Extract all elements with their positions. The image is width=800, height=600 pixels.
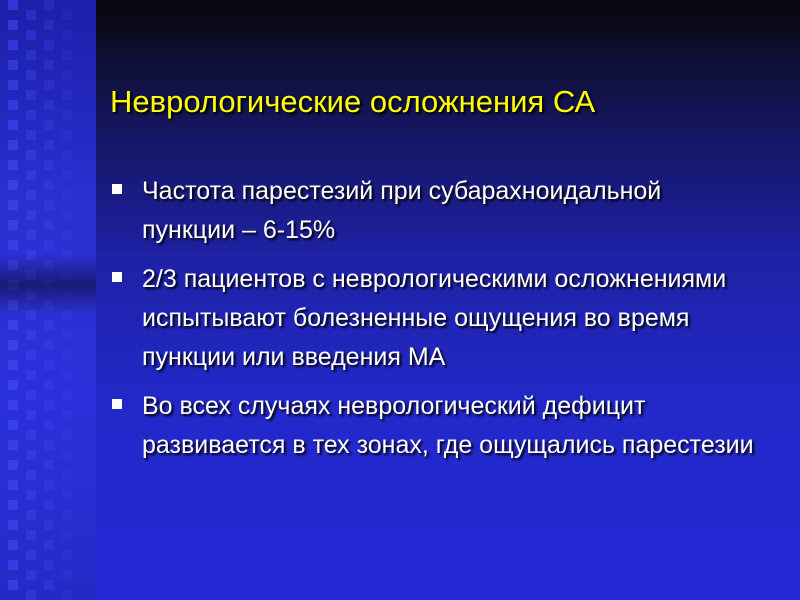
bullet-item — [112, 260, 782, 377]
bullet-item — [112, 172, 782, 250]
bullet-text — [142, 387, 782, 465]
bullet-square-icon — [112, 272, 122, 282]
bullet-square-icon — [112, 399, 122, 409]
bullet-line: пункции – 6-15% — [142, 216, 336, 244]
bullet-item — [112, 387, 782, 465]
bullet-text — [142, 172, 782, 250]
bullet-line: Во всех случаях неврологический дефицит — [142, 392, 646, 420]
bullet-line: пункции или введения МА — [142, 343, 446, 371]
slide-title: Неврологические осложнения СА — [110, 84, 596, 119]
bullet-line: испытывают болезненные ощущения во время — [142, 304, 690, 332]
decorative-band — [0, 255, 96, 315]
decorative-top-band — [96, 0, 800, 38]
bullet-text — [142, 260, 782, 377]
bullet-list — [112, 172, 782, 475]
bullet-line: Частота парестезий при субарахноидальной — [142, 177, 662, 205]
bullet-square-icon — [112, 184, 122, 194]
bullet-line: 2/3 пациентов с неврологическими осложнениями — [142, 265, 727, 293]
bullet-line: развивается в тех зонах, где ощущались парестезии — [142, 431, 754, 459]
